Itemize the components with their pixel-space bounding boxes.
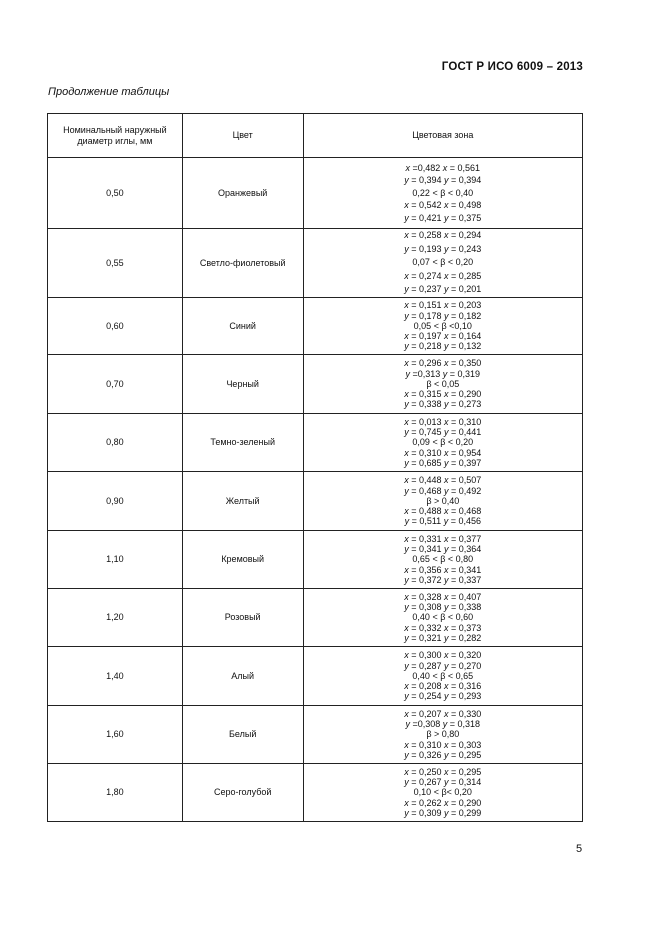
color-zone-line: y = 0,309 y = 0,299	[404, 807, 482, 818]
color-zone-line: x = 0,262 x = 0,290	[404, 797, 482, 808]
color-zone-cell	[303, 355, 582, 414]
color-zone-line: x = 0,542 x = 0,498	[404, 200, 482, 211]
diameter-cell: 1,10	[48, 531, 183, 589]
color-zone-line: β > 0,40	[426, 495, 460, 506]
color-cell: Черный	[182, 355, 303, 414]
color-zone-line: y = 0,321 y = 0,282	[404, 632, 482, 643]
color-zone-line: x = 0,448 x = 0,507	[404, 475, 482, 486]
table-row	[48, 158, 583, 229]
color-zone-line: x = 0,332 x = 0,373	[404, 622, 482, 633]
color-zone-cell	[303, 158, 582, 229]
color-zone-line: 0,40 < β < 0,60	[412, 612, 474, 623]
color-zone-line: x = 0,356 x = 0,341	[404, 564, 482, 575]
page-number: 5	[576, 843, 583, 855]
color-zone-line: x = 0,296 x = 0,350	[404, 358, 482, 369]
color-zone-cell	[303, 589, 582, 647]
color-zone-line: x = 0,300 x = 0,320	[404, 650, 482, 661]
table-row	[48, 298, 583, 355]
color-zone-line: x = 0,310 x = 0,303	[404, 739, 482, 750]
color-zone-line: 0,22 < β < 0,40	[412, 187, 474, 198]
table-row	[48, 706, 583, 764]
color-zone-line: y = 0,254 y = 0,293	[404, 691, 482, 702]
color-zone-line: x = 0,208 x = 0,316	[404, 681, 482, 692]
color-cell: Оранжевый	[182, 158, 303, 229]
diameter-cell: 0,70	[48, 355, 183, 414]
color-zone-line: x = 0,274 x = 0,285	[404, 270, 482, 281]
color-zone-line: x = 0,488 x = 0,468	[404, 506, 482, 517]
table-row	[48, 472, 583, 531]
table-row	[48, 355, 583, 414]
diameter-cell: 1,60	[48, 706, 183, 764]
color-cell: Серо-голубой	[182, 764, 303, 822]
color-zone-line: 0,10 < β< 0,20	[413, 787, 472, 798]
diameter-cell: 1,80	[48, 764, 183, 822]
color-zone-line: y = 0,372 y = 0,337	[404, 574, 482, 585]
diameter-cell: 1,20	[48, 589, 183, 647]
diameter-cell: 0,80	[48, 414, 183, 472]
color-zone-line: 0,65 < β < 0,80	[412, 554, 474, 565]
color-zone-line: x = 0,250 x = 0,295	[404, 766, 482, 777]
color-zone-line: x = 0,328 x = 0,407	[404, 591, 482, 602]
color-zone-cell	[303, 764, 582, 822]
table-continuation-caption: Продолжение таблицы	[48, 86, 170, 98]
table-header-row	[48, 114, 583, 158]
color-zone-line: y =0,308 y = 0,318	[405, 719, 481, 730]
table-row	[48, 531, 583, 589]
color-cell: Кремовый	[182, 531, 303, 589]
color-zone-line: y = 0,267 y = 0,314	[404, 777, 482, 788]
color-zone-line: y = 0,338 y = 0,273	[404, 399, 482, 410]
color-zone-cell	[303, 531, 582, 589]
color-zone-line: y = 0,468 y = 0,492	[404, 485, 482, 496]
color-zone-line: y =0,313 y = 0,319	[405, 368, 481, 379]
color-zone-line: y = 0,218 y = 0,132	[404, 341, 482, 352]
color-zone-line: y = 0,237 y = 0,201	[404, 284, 482, 295]
color-cell: Синий	[182, 298, 303, 355]
color-zone-line: y = 0,308 y = 0,338	[404, 602, 482, 613]
column-header-diameter: Номинальный наружный диаметр иглы, мм	[48, 114, 183, 158]
color-zone-cell	[303, 706, 582, 764]
color-zone-line: y = 0,394 y = 0,394	[404, 175, 482, 186]
color-zone-line: x = 0,331 x = 0,377	[404, 533, 482, 544]
color-zone-line: x = 0,197 x = 0,164	[404, 331, 482, 342]
color-zone-cell	[303, 229, 582, 298]
color-zone-line: y = 0,193 y = 0,243	[404, 243, 482, 254]
color-cell: Белый	[182, 706, 303, 764]
color-zone-line: 0,09 < β < 0,20	[412, 437, 474, 448]
table-row	[48, 414, 583, 472]
color-zone-line: x = 0,207 x = 0,330	[404, 708, 482, 719]
column-header-color-zone: Цветовая зона	[303, 114, 582, 158]
color-zone-line: 0,05 < β <0,10	[413, 320, 472, 331]
table-row	[48, 647, 583, 706]
color-zone-line: y = 0,341 y = 0,364	[404, 544, 482, 555]
color-zone-line: y = 0,178 y = 0,182	[404, 310, 482, 321]
standard-code: ГОСТ Р ИСО 6009 – 2013	[441, 61, 583, 73]
color-zone-cell	[303, 414, 582, 472]
needle-color-table	[47, 113, 583, 822]
color-zone-line: x = 0,310 x = 0,954	[404, 447, 482, 458]
color-zone-line: y = 0,421 y = 0,375	[404, 212, 482, 223]
color-zone-cell	[303, 472, 582, 531]
color-zone-line: y = 0,287 y = 0,270	[404, 660, 482, 671]
diameter-cell: 0,50	[48, 158, 183, 229]
color-cell: Розовый	[182, 589, 303, 647]
color-zone-line: β < 0,05	[426, 378, 460, 389]
color-zone-line: β > 0,80	[426, 729, 460, 740]
color-zone-line: x =0,482 x = 0,561	[405, 162, 481, 173]
color-zone-line: 0,07 < β < 0,20	[412, 257, 474, 268]
color-zone-line: x = 0,013 x = 0,310	[404, 416, 482, 427]
color-cell: Темно-зеленый	[182, 414, 303, 472]
diameter-cell: 1,40	[48, 647, 183, 706]
color-cell: Светло-фиолетовый	[182, 229, 303, 298]
color-zone-line: x = 0,258 x = 0,294	[404, 230, 482, 241]
color-zone-line: x = 0,151 x = 0,203	[404, 300, 482, 311]
color-cell: Желтый	[182, 472, 303, 531]
diameter-cell: 0,90	[48, 472, 183, 531]
color-zone-line: x = 0,315 x = 0,290	[404, 389, 482, 400]
color-zone-cell	[303, 647, 582, 706]
diameter-cell: 0,55	[48, 229, 183, 298]
column-header-color: Цвет	[182, 114, 303, 158]
diameter-cell: 0,60	[48, 298, 183, 355]
color-cell: Алый	[182, 647, 303, 706]
table-row	[48, 589, 583, 647]
table-body	[48, 158, 583, 822]
color-zone-line: y = 0,326 y = 0,295	[404, 749, 482, 760]
table-row	[48, 764, 583, 822]
color-zone-line: y = 0,685 y = 0,397	[404, 457, 482, 468]
color-zone-cell	[303, 298, 582, 355]
color-zone-line: y = 0,511 y = 0,456	[404, 516, 481, 527]
table-row	[48, 229, 583, 298]
color-zone-line: 0,40 < β < 0,65	[412, 670, 474, 681]
color-zone-line: y = 0,745 y = 0,441	[404, 427, 482, 438]
